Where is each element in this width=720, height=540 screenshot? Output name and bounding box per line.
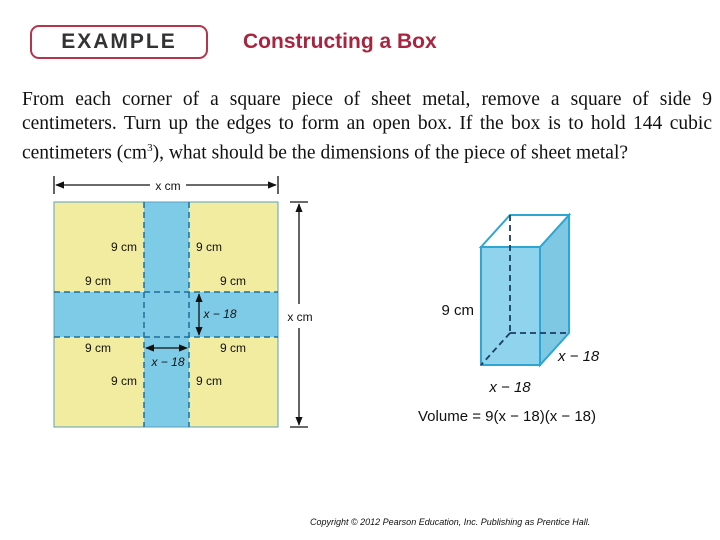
- corner-label-br-vertical: 9 cm: [195, 374, 223, 388]
- copyright-notice: Copyright © 2012 Pearson Education, Inc. Publishing as Prentice Hall.: [310, 517, 591, 527]
- corner-label-bl-vertical: 9 cm: [110, 374, 138, 388]
- example-badge: EXAMPLE: [30, 25, 208, 59]
- box-width-label: x − 18: [489, 379, 531, 396]
- center-horizontal-label: x − 18: [151, 355, 185, 369]
- sheet-height-label: x cm: [287, 310, 313, 324]
- problem-text-2: ), what should be the dimensions of the piece of sheet metal?: [152, 142, 629, 164]
- problem-text-1: From each corner of a square piece of sheet metal, remove a square of side 9 centimeters. Turn up the edges to form an open box. If the box is to hold 144 cubic centimeters (cm: [22, 89, 712, 164]
- sheet-metal-figure: [54, 176, 313, 427]
- problem-superscript: 3: [147, 142, 153, 154]
- corner-label-bl-horizontal: 9 cm: [84, 341, 112, 355]
- corner-label-tl-vertical: 9 cm: [110, 240, 138, 254]
- center-vertical-label: x − 18: [203, 307, 237, 321]
- volume-formula: Volume = 9(x − 18)(x − 18): [418, 408, 597, 425]
- box-height-label: 9 cm: [441, 302, 474, 319]
- corner-label-tl-horizontal: 9 cm: [84, 274, 112, 288]
- open-box-figure: [418, 215, 600, 425]
- box-depth-label: x − 18: [558, 348, 600, 365]
- corner-label-tr-horizontal: 9 cm: [219, 274, 247, 288]
- page-title: Constructing a Box: [243, 30, 437, 53]
- corner-label-tr-vertical: 9 cm: [195, 240, 223, 254]
- sheet-width-label: x cm: [155, 179, 181, 193]
- corner-label-br-horizontal: 9 cm: [219, 341, 247, 355]
